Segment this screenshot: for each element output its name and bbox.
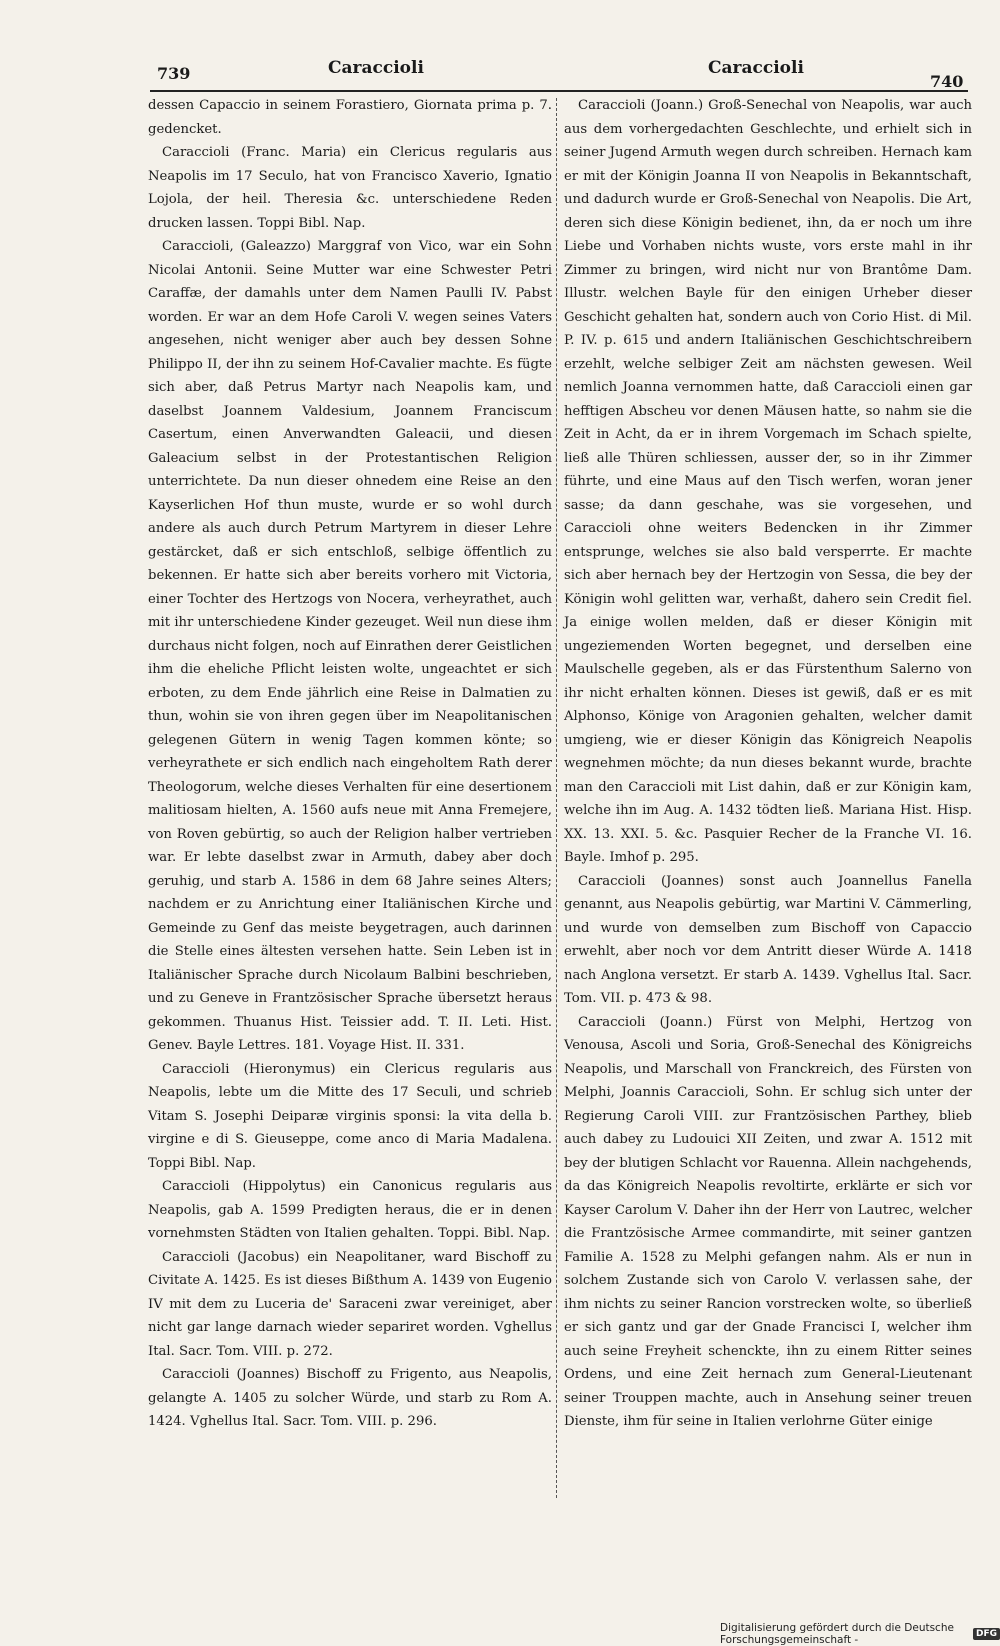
entry-paragraph: Caraccioli (Hippolytus) ein Canonicus regularis aus Neapolis, gab A. 1599 Predigten heraus, die er in denen vornehmsten Städten von Italien gehalten. Toppi. Bibl. Nap.: [148, 1179, 552, 1241]
header-rule: [150, 90, 968, 92]
entry-paragraph: Caraccioli, (Galeazzo) Marggraf von Vico, war ein Sohn Nicolai Antonii. Seine Mutter war eine Schwester Petri Caraffæ, der damahls unter dem Namen Paulli IV. Pabst worden. Er war an dem Hofe Caroli V. wegen seines Vaters angesehen, nicht weniger aber auch bey dessen Sohne Philippo II, der ihn zu seinem Hof-Cavalier machte. Es fügte sich aber, daß Petrus Martyr nach Neapolis kam, und daselbst Joannem Valdesium, Joannem Franciscum Casertum, einen Anverwandten Galeacii, und diesen Galeacium selbst in der Protestantischen Religion unterrichtete. Da nun dieser ohnedem eine Reise an den Kayserlichen Hof thun muste, wurde er so wohl durch andere als auch durch Petrum Martyrem in dieser Lehre gestärcket, daß er sich entschloß, selbige öffentlich zu bekennen. Er hatte sich aber bereits vorhero mit Victoria, einer Tochter des Hertzogs von Nocera, verheyrathet, auch mit ihr unterschiedene Kinder gezeuget. Weil nun diese ihm durchaus nicht folgen, noch auf Einrathen derer Geistlichen ihm die eheliche Pflicht leisten wolte, ungeachtet er sich erboten, zu dem Ende jährlich eine Reise in Dalmatien zu thun, wohin sie von ihren gegen über im Neapolitanischen gelegenen Gütern in wenig Tagen kommen könte; so verheyrathete er sich endlich nach eingeholtem Rath derer Theologorum, welche dieses Verhalten für eine desertionem malitiosam hielten, A. 1560 aufs neue mit Anna Fremejere, von Roven gebürtig, so auch der Religion halber vertrieben war. Er lebte daselbst zwar in Armuth, dabey aber doch geruhig, und starb A. 1586 in dem 68 Jahre seines Alters; nachdem er zu Anrichtung einer Italiänischen Kirche und Gemeinde zu Genf das meiste beygetragen, auch darinnen die Stelle eines ältesten versehen hatte. Sein Leben ist in Italiänischer Sprache durch Nicolaum Balbini beschrieben, und zu Geneve in Frantzösischer Sprache übersetzt heraus gekommen. Thuanus Hist. Teissier add. T. II. Leti. Hist. Genev. Bayle Lettres. 181. Voyage Hist. II. 331.: [148, 239, 552, 1053]
entry-paragraph: Caraccioli (Franc. Maria) ein Clericus regularis aus Neapolis im 17 Seculo, hat von Francisco Xaverio, Ignatio Lojola, der heil. Theresia &c. unterschiedene Reden drucken lassen. Toppi Bibl. Nap.: [148, 145, 552, 231]
entry-paragraph: Caraccioli (Joannes) sonst auch Joannellus Fanella genannt, aus Neapolis gebürtig, war Martini V. Cämmerling, und wurde von demselben zum Bischoff von Capaccio erwehlt, aber noch vor dem Antritt dieser Würde A. 1418 nach Anglona versetzt. Er starb A. 1439. Vghellus Ital. Sacr. Tom. VII. p. 473 & 98.: [564, 873, 972, 1006]
entry-paragraph: dessen Capaccio in seinem Forastiero, Giornata prima p. 7. gedencket.: [148, 98, 552, 137]
right-running-title: Caraccioli: [708, 58, 804, 78]
right-page-number: 740: [930, 72, 964, 91]
right-column: [564, 94, 972, 1434]
entry-paragraph: Caraccioli (Hieronymus) ein Clericus regularis aus Neapolis, lebte um die Mitte des 17 Seculi, und schrieb Vitam S. Josephi Deiparæ virginis sponsi: la vita della b. virgine e di S. Gieuseppe, come anco di Maria Madalena. Toppi Bibl. Nap.: [148, 1061, 552, 1171]
entry-paragraph: Caraccioli (Joann.) Groß-Senechal von Neapolis, war auch aus dem vorhergedachten Geschlechte, und erhielt sich in seiner Jugend Armuth wegen durch schreiben. Hernach kam er mit der Königin Joanna II von Neapolis in Bekanntschaft, und dadurch wurde er Groß-Senechal von Neapolis. Die Art, deren sich diese Königin bedienet, ihn, da er noch um ihre Liebe und Vorhaben nichts wuste, vors erste mahl in ihr Zimmer zu bringen, wird nicht nur von Brantôme Dam. Illustr. welchen Bayle für den einigen Urheber dieser Geschicht gehalten hat, sondern auch von Corio Hist. di Mil. P. IV. p. 615 und andern Italiänischen Geschichtschreibern erzehlt, welche selbiger Zeit am nächsten gewesen. Weil nemlich Joanna vernommen hatte, daß Caraccioli einen gar hefftigen Abscheu vor denen Mäusen hatte, so nahm sie die Zeit in Acht, da er in ihrem Vorgemach im Schach spielte, ließ alle Thüren schliessen, ausser der, so in ihr Zimmer führte, und eine Maus auf den Tisch werfen, woran jener sasse; da dann geschahe, was sie vorgesehen, und Caraccioli ohne weiters Bedencken in ihr Zimmer entsprunge, welches sie also bald versperrte. Er machte sich aber hernach bey der Hertzogin von Sessa, die bey der Königin wohl gelitten war, verhaßt, dahero sein Credit fiel. Ja einige wollen melden, daß er dieser Königin mit ungeziemenden Worten begegnet, und derselben eine Maulschelle gegeben, als er das Fürstenthum Salerno von ihr nicht erhalten können. Dieses ist gewiß, daß er es mit Alphonso, Könige von Aragonien gehalten, welcher damit umgieng, wie er dieser Königin das Königreich Neapolis wegnehmen möchte; da nun dieses bekannt wurde, brachte man den Caraccioli mit List dahin, daß er zur Königin kam, welche ihn im Aug. A. 1432 tödten ließ. Mariana Hist. Hisp. XX. 13. XXI. 5. &c. Pasquier Recher de la Franche VI. 16. Bayle. Imhof p. 295.: [564, 98, 972, 865]
column-divider: [556, 98, 557, 1498]
left-page-number: 739: [157, 64, 191, 83]
entry-paragraph: Caraccioli (Jacobus) ein Neapolitaner, ward Bischoff zu Civitate A. 1425. Es ist dieses Bißthum A. 1439 von Eugenio IV mit dem zu Luceria de' Saraceni zwar vereiniget, aber nicht gar lange darnach wieder separiret worden. Vghellus Ital. Sacr. Tom. VIII. p. 272.: [148, 1249, 552, 1359]
left-running-title: Caraccioli: [328, 58, 424, 78]
left-column: [148, 94, 552, 1434]
entry-paragraph: Caraccioli (Joannes) Bischoff zu Frigento, aus Neapolis, gelangte A. 1405 zu solcher Würde, und starb zu Rom A. 1424. Vghellus Ital. Sacr. Tom. VIII. p. 296.: [148, 1367, 552, 1429]
entry-paragraph: Caraccioli (Joann.) Fürst von Melphi, Hertzog von Venousa, Ascoli und Soria, Groß-Senechal des Königreichs Neapolis, und Marschall von Franckreich, des Fürsten von Melphi, Joannis Caraccioli, Sohn. Er schlug sich unter der Regierung Caroli VIII. zur Frantzösischen Parthey, blieb auch dabey zu Ludouici XII Zeiten, und zwar A. 1512 mit bey der blutigen Schlacht vor Rauenna. Allein nachgehends, da das Königreich Neapolis revoltirte, erklärte er sich vor Kayser Carolum V. Daher ihn der Herr von Lautrec, welcher die Frantzösische Armee commandirte, mit seiner gantzen Familie A. 1528 zu Melphi gefangen nahm. Als er nun in solchem Zustande sich von Carolo V. verlassen sahe, der ihm nichts zu seiner Rancion vorstrecken wolte, so überließ er sich gantz und gar der Gnade Francisci I, welcher ihm auch seine Freyheit schenckte, ihn zu einem Ritter seines Ordens, und eine Zeit hernach zum General-Lieutenant seiner Trouppen machte, auch in Ansehung seiner treuen Dienste, ihm für seine in Italien verlohrne Güter einige: [564, 1014, 972, 1429]
footer-text: Digitalisierung gefördert durch die Deutsche Forschungsgemeinschaft -: [720, 1622, 954, 1646]
digitization-footer: [720, 1622, 1000, 1646]
dfg-logo-icon: DFG: [973, 1628, 1000, 1640]
